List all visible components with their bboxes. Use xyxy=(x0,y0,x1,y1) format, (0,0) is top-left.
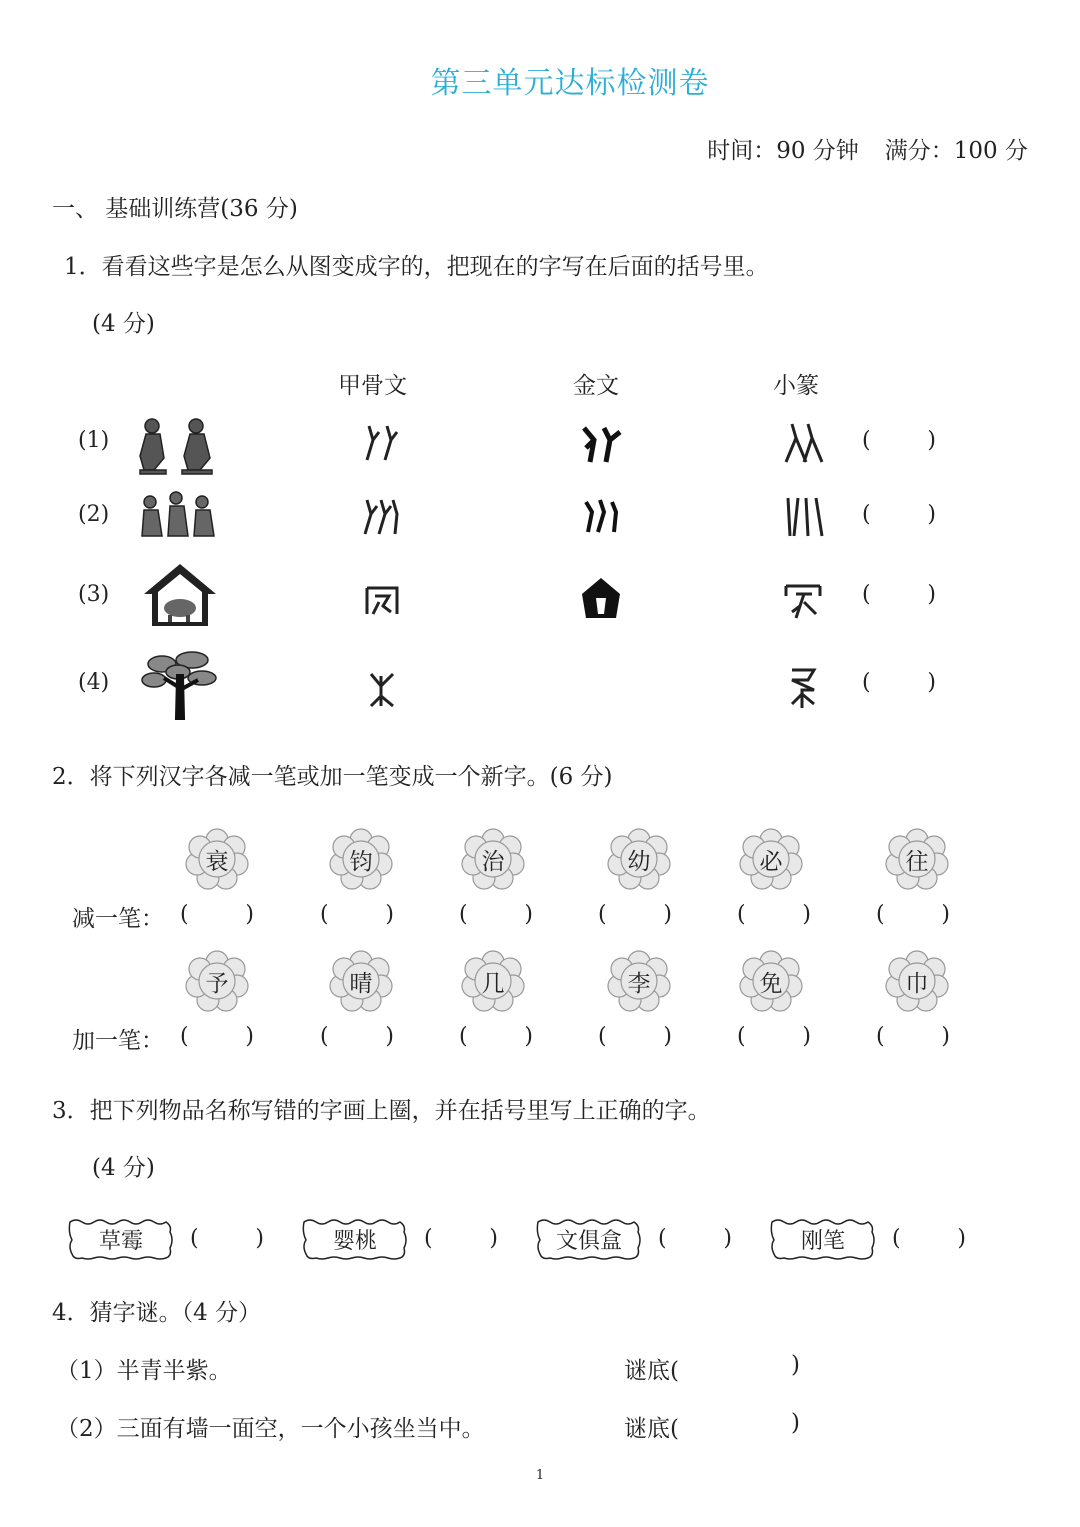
page-number: 1 xyxy=(535,1468,545,1483)
answer-parentheses[interactable]: ( ) xyxy=(876,902,950,927)
flower-char-text: 几 xyxy=(481,970,505,997)
section-heading: 一、 基础训练营(36 分) xyxy=(52,196,298,222)
item-name-text: 草霉 xyxy=(98,1228,143,1254)
two-people-following-picture xyxy=(136,412,216,484)
item-name-text: 刚笔 xyxy=(800,1228,845,1254)
bronze-glyph-icon xyxy=(576,418,626,468)
riddle-text: 三面有墙一面空，一个小孩坐当中。 xyxy=(116,1416,485,1442)
tree-picture xyxy=(140,648,220,720)
oracle-glyph-icon xyxy=(357,662,407,712)
q1-points: (4 分) xyxy=(92,311,155,337)
seal-glyph-icon xyxy=(778,492,828,542)
riddle-line xyxy=(56,1410,485,1443)
oracle-glyph-icon xyxy=(357,492,407,542)
answer-parentheses[interactable]: ( ) xyxy=(598,902,672,927)
three-people-crowd-picture xyxy=(136,486,216,558)
exam-meta xyxy=(707,132,1028,165)
riddle-answer[interactable]: 谜底( ) xyxy=(624,1410,800,1442)
riddle-text: 半青半紫。 xyxy=(116,1358,232,1384)
q1-row-label: (2) xyxy=(78,502,110,527)
exam-time: 时间：90 分钟 xyxy=(707,138,859,164)
riddle-label: （1） xyxy=(56,1358,117,1384)
riddle-line xyxy=(56,1352,232,1385)
item-name-box xyxy=(534,1218,644,1260)
q3-prompt: 3．把下列物品名称写错的字画上圈，并在括号里写上正确的字。 xyxy=(52,1098,711,1124)
answer-parentheses[interactable]: ( ) xyxy=(424,1226,498,1251)
riddle-answer[interactable]: 谜底( ) xyxy=(624,1352,800,1384)
flower-char-text: 衰 xyxy=(205,848,229,875)
answer-parentheses[interactable]: ( ) xyxy=(892,1226,966,1251)
answer-parentheses[interactable]: ( ) xyxy=(862,582,936,607)
flower-char-text: 往 xyxy=(905,848,929,875)
item-name-text: 文俱盒 xyxy=(555,1228,622,1254)
flower-char-text: 巾 xyxy=(905,970,929,997)
q1-prompt: 1．看看这些字是怎么从图变成字的，把现在的字写在后面的括号里。 xyxy=(64,254,769,280)
answer-parentheses[interactable]: ( ) xyxy=(862,428,936,453)
answer-parentheses[interactable]: ( ) xyxy=(598,1024,672,1049)
page-title: 第三单元达标检测卷 xyxy=(430,66,710,101)
q1-row-label: (4) xyxy=(78,670,110,695)
column-header-seal: 小篆 xyxy=(773,373,819,399)
flower-char-text: 钧 xyxy=(349,848,373,875)
seal-glyph-icon xyxy=(778,574,828,624)
flower-char-text: 免 xyxy=(759,970,783,997)
flower-char-text: 李 xyxy=(627,970,651,997)
item-name-text: 婴桃 xyxy=(332,1228,377,1254)
answer-parentheses[interactable]: ( ) xyxy=(459,902,533,927)
item-name-box xyxy=(300,1218,410,1260)
bronze-glyph-icon xyxy=(576,574,626,624)
house-with-pig-picture xyxy=(140,560,220,632)
q3-points: (4 分) xyxy=(92,1155,155,1181)
column-header-oracle: 甲骨文 xyxy=(338,373,407,399)
oracle-glyph-icon xyxy=(357,574,407,624)
q4-prompt: 4．猜字谜。（4 分） xyxy=(52,1300,262,1326)
answer-parentheses[interactable]: ( ) xyxy=(876,1024,950,1049)
seal-glyph-icon xyxy=(778,418,828,468)
answer-parentheses[interactable]: ( ) xyxy=(459,1024,533,1049)
plus-label: 加一笔： xyxy=(72,1028,164,1054)
oracle-glyph-icon xyxy=(357,418,407,468)
flower-char-text: 必 xyxy=(759,848,783,875)
answer-parentheses[interactable]: ( ) xyxy=(180,902,254,927)
column-header-bronze: 金文 xyxy=(573,373,619,399)
minus-label: 减一笔： xyxy=(72,906,164,932)
answer-parentheses[interactable]: ( ) xyxy=(180,1024,254,1049)
answer-parentheses[interactable]: ( ) xyxy=(320,1024,394,1049)
bronze-glyph-icon xyxy=(576,492,626,542)
q1-row-label: (3) xyxy=(78,582,110,607)
answer-parentheses[interactable]: ( ) xyxy=(320,902,394,927)
answer-parentheses[interactable]: ( ) xyxy=(737,1024,811,1049)
flower-char-text: 幼 xyxy=(627,848,651,875)
answer-parentheses[interactable]: ( ) xyxy=(658,1226,732,1251)
item-name-box xyxy=(768,1218,878,1260)
q2-prompt: 2．将下列汉字各减一笔或加一笔变成一个新字。(6 分) xyxy=(52,764,613,790)
flower-char-text: 晴 xyxy=(349,970,373,997)
exam-score: 满分：100 分 xyxy=(884,138,1028,164)
riddle-label: （2） xyxy=(56,1416,117,1442)
flower-char-text: 治 xyxy=(481,848,505,875)
seal-glyph-icon xyxy=(778,662,828,712)
answer-parentheses[interactable]: ( ) xyxy=(737,902,811,927)
answer-parentheses[interactable]: ( ) xyxy=(190,1226,264,1251)
answer-parentheses[interactable]: ( ) xyxy=(862,670,936,695)
answer-parentheses[interactable]: ( ) xyxy=(862,502,936,527)
item-name-box xyxy=(66,1218,176,1260)
flower-char-text: 予 xyxy=(205,970,229,997)
q1-row-label: (1) xyxy=(78,428,110,453)
